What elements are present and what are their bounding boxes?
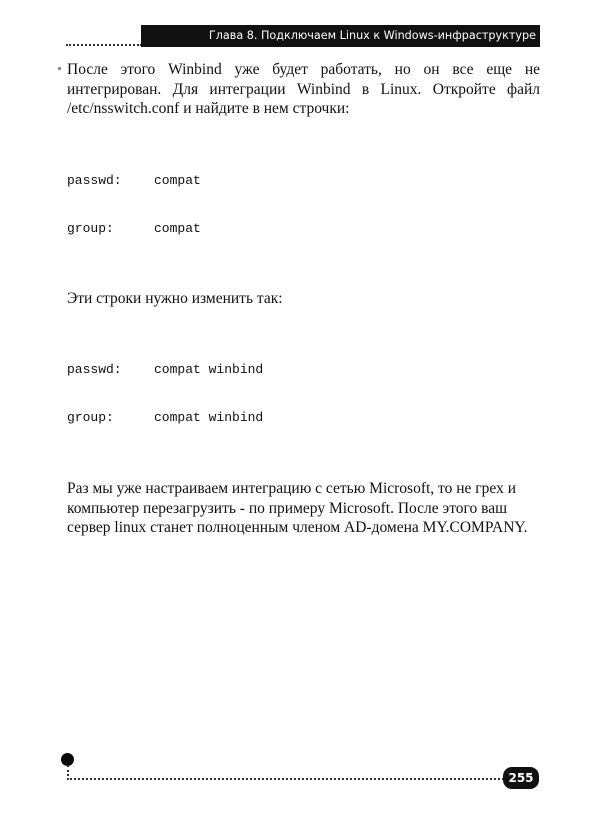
chapter-title: Глава 8. Подключаем Linux к Windows-инфраструктуре bbox=[208, 29, 536, 42]
paragraph-3: Раз мы уже настраиваем интеграцию с сетью Microsoft, то не грех и компьютер перезагрузить - по примеру Microsoft. После этого ваш сервер linux станет полноценным членом AD-домена MY.COMPANY. bbox=[67, 480, 528, 536]
code-value: compat winbind bbox=[154, 410, 264, 425]
code-value: compat bbox=[154, 172, 201, 188]
page-content bbox=[67, 60, 540, 538]
margin-mark bbox=[58, 67, 61, 70]
code-block-original bbox=[67, 141, 540, 269]
footer-dotted-rule bbox=[67, 778, 504, 780]
code-line bbox=[67, 362, 540, 378]
code-block-modified bbox=[67, 330, 540, 458]
code-value: compat winbind bbox=[154, 362, 264, 377]
paragraph-2: Эти строки нужно изменить так: bbox=[67, 289, 283, 307]
code-key: passwd: bbox=[67, 172, 122, 188]
chapter-header bbox=[141, 25, 540, 47]
code-line bbox=[67, 221, 540, 237]
header-dotted-rule bbox=[66, 44, 142, 46]
page-number: 255 bbox=[508, 771, 534, 785]
code-key: group: bbox=[67, 410, 114, 425]
code-line bbox=[67, 410, 540, 426]
code-line bbox=[67, 173, 540, 189]
code-value: compat bbox=[154, 220, 201, 236]
code-key: group: bbox=[67, 220, 114, 236]
code-key: passwd: bbox=[67, 362, 122, 377]
page-number-badge bbox=[503, 767, 539, 789]
paragraph-1: После этого Winbind уже будет работать, но он все еще не интегрирован. Для интеграции Winbind в Linux. Откройте файл /etc/nsswitch.conf и найдите в нем строчки: bbox=[67, 61, 540, 117]
